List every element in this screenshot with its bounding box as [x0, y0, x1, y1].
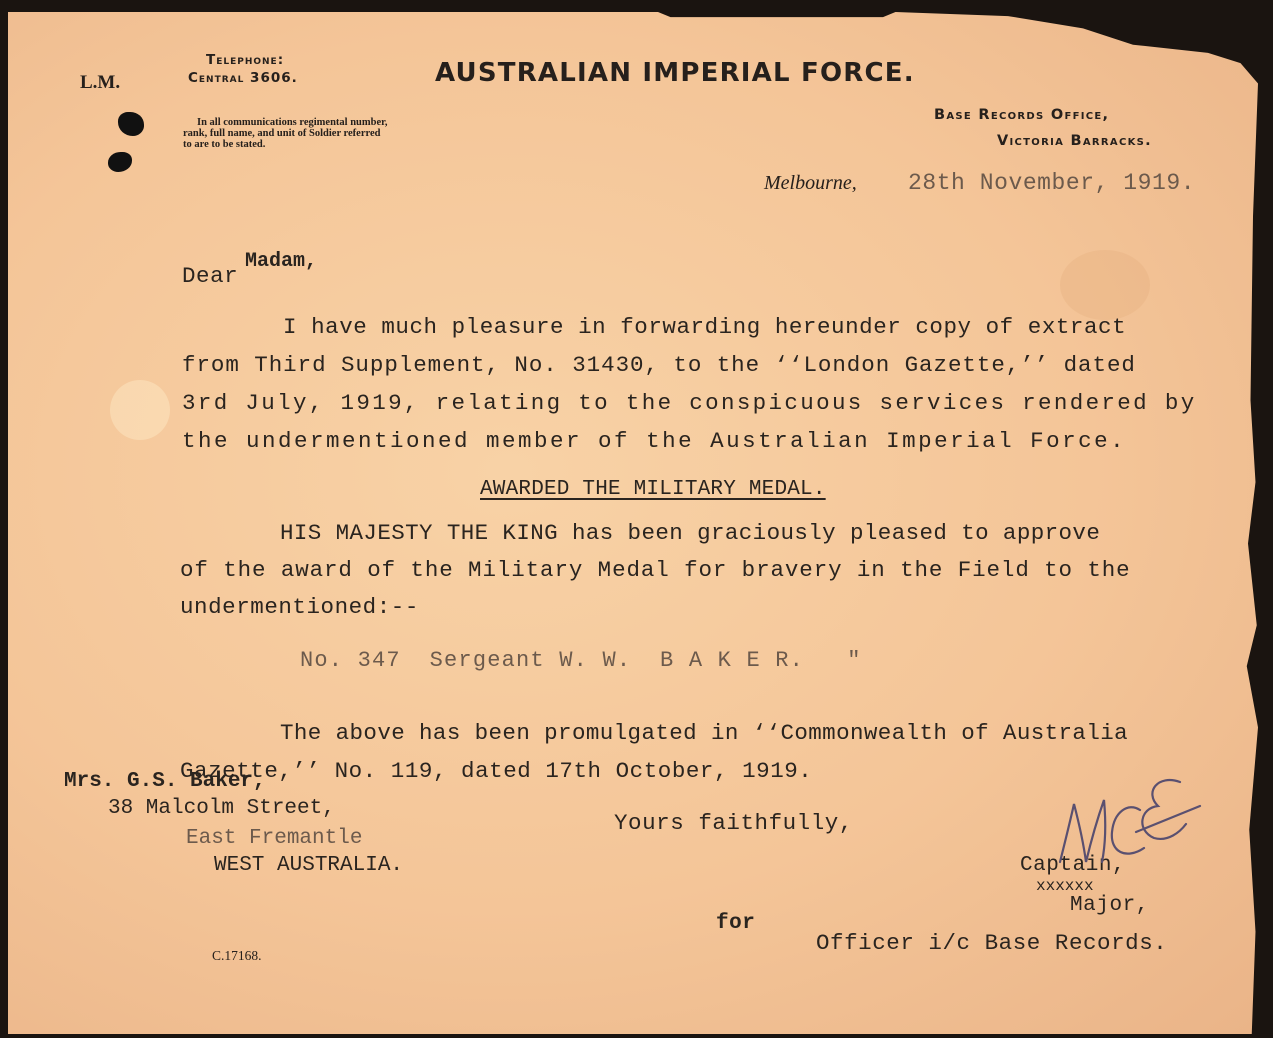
telephone-number: Central 3606.: [188, 70, 298, 86]
officer-title: Officer i/c Base Records.: [816, 930, 1168, 956]
closing: Yours faithfully,: [614, 810, 853, 836]
paragraph-line: the undermentioned member of the Australian Imperial Force.: [182, 428, 1127, 454]
paragraph-line: from Third Supplement, No. 31430, to the ‘‘London Gazette,’’ dated: [182, 352, 1136, 378]
strike-through: xxxxxx: [1036, 877, 1094, 895]
addressee-line: East Fremantle: [186, 827, 363, 850]
paper-stain: [110, 380, 170, 440]
date-place: Melbourne,: [764, 172, 857, 194]
addressee-line: WEST AUSTRALIA.: [214, 854, 404, 877]
letterhead-initials: L.M.: [80, 72, 121, 93]
instruction-line: rank, full name, and unit of Soldier referred: [183, 128, 381, 139]
instruction-line: In all communications regimental number,: [197, 117, 388, 128]
award-heading: AWARDED THE MILITARY MEDAL.: [480, 478, 826, 501]
signatory-rank-major: Major,: [1070, 894, 1149, 917]
paper-stain: [1060, 250, 1150, 320]
letter-date: 28th November, 1919.: [908, 170, 1196, 196]
soldier-details: No. 347 Sergeant W. W. B A K E R. ": [300, 648, 862, 673]
for-label: for: [716, 912, 756, 935]
office-line-1: Base Records Office,: [934, 107, 1110, 123]
organization-title: AUSTRALIAN IMPERIAL FORCE.: [435, 58, 915, 88]
paragraph-line: I have much pleasure in forwarding hereunder copy of extract: [283, 314, 1127, 340]
signature-initials: [1040, 762, 1210, 892]
salutation-name: Madam,: [245, 250, 318, 273]
paragraph-line: undermentioned:--: [180, 594, 419, 620]
paragraph-line: Gazette,’’ No. 119, dated 17th October, 1919.: [180, 758, 813, 784]
signatory-rank-captain: Captain,: [1020, 854, 1126, 877]
salutation-dear: Dear: [182, 263, 239, 289]
correspondence-instructions: [183, 106, 387, 161]
paragraph-line: 3rd July, 1919, relating to the conspicuous services rendered by: [182, 390, 1197, 416]
paragraph-line: of the award of the Military Medal for bravery in the Field to the: [180, 557, 1131, 583]
office-line-2: Victoria Barracks.: [997, 133, 1152, 149]
telephone-label: Telephone:: [206, 52, 285, 68]
ink-blot: [118, 112, 144, 136]
instruction-line: to are to be stated.: [183, 139, 266, 150]
form-number: C.17168.: [212, 948, 262, 963]
addressee-line: 38 Malcolm Street,: [108, 797, 335, 820]
paragraph-line: HIS MAJESTY THE KING has been graciously pleased to approve: [280, 520, 1101, 546]
addressee-line: Mrs. G.S. Baker,: [64, 770, 266, 793]
paragraph-line: The above has been promulgated in ‘‘Commonwealth of Australia: [280, 720, 1129, 746]
